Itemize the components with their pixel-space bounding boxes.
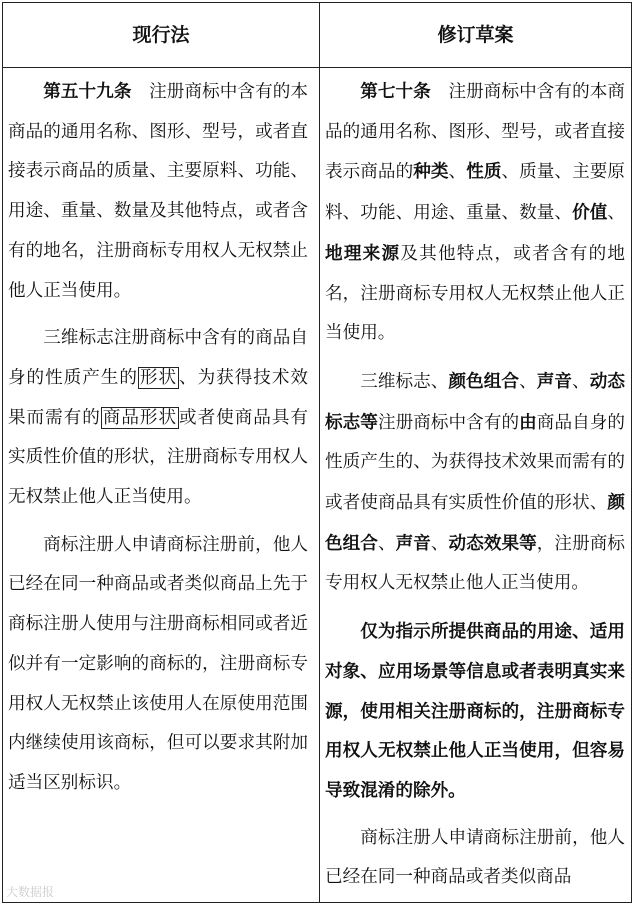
r-p1-bold2: 性质 bbox=[466, 161, 502, 183]
revised-draft-column bbox=[325, 72, 625, 898]
article-59-paragraph-3: 商标注册人申请商标注册前，他人已经在同一种商品或者类似商品上先于商标注册人使用与注册商标相同或者近似并有一定影响的商标的，注册商标专用权人无权禁止该使用人在原使用范围内继续使用该商标，但可以要求其附加适当区别标识。 bbox=[8, 534, 308, 793]
r-p2-a: 三维标志、 bbox=[360, 371, 449, 392]
article-70-paragraph-2 bbox=[325, 362, 625, 604]
r-p1-b: 、 bbox=[448, 162, 467, 183]
r-p2-g: 、 bbox=[430, 533, 449, 554]
r-p2-bold7: 动态效果等 bbox=[448, 532, 537, 554]
r-p2-c: 、 bbox=[572, 371, 590, 392]
current-law-column bbox=[8, 72, 308, 804]
article-70-paragraph-4: 商标注册人申请商标注册前，他人已经在同一种商品或者类似商品 bbox=[325, 827, 625, 888]
header-current-law: 现行法 bbox=[132, 24, 190, 46]
article-70-title: 第七十条 bbox=[360, 81, 431, 102]
article-70-paragraph-3: 仅为指示所提供商品的用途、适用对象、应用场景等信息或者表明真实来源，使用相关注册商标的，注册商标专用权人无权禁止他人正当使用，但容易导致混淆的除外。 bbox=[325, 621, 625, 801]
column-divider bbox=[319, 3, 320, 902]
r-p2-bold3: 动态标志等 bbox=[325, 370, 625, 433]
r-p1-bold4: 地理来源 bbox=[325, 242, 401, 264]
article-59-title: 第五十九条 bbox=[43, 81, 132, 102]
r-p2-d: 注册商标中含有的 bbox=[377, 412, 520, 433]
header-revised-draft: 修订草案 bbox=[437, 24, 514, 46]
p2-text-a: 三维标志注册商标中含有的商品自身的性质产生的 bbox=[8, 328, 308, 388]
r-p1-bold3: 价值 bbox=[572, 202, 608, 224]
r-p2-bold1: 颜色组合 bbox=[448, 370, 520, 392]
boxed-term-product-shape: 商品形状 bbox=[102, 407, 178, 428]
r-p2-h: ，注册商标专用权人无权禁止他人正当使用。 bbox=[325, 533, 625, 594]
r-p1-a: 注册商标中含有的本商品的通用名称、图形、型号，或者直接表示商品的 bbox=[325, 82, 625, 183]
article-59-paragraph-1 bbox=[8, 72, 308, 311]
r-p2-bold6: 声音 bbox=[395, 532, 431, 554]
r-p1-c: 、质量、主要原料、功能、用途、重量、数量、 bbox=[325, 162, 625, 224]
boxed-term-shape: 形状 bbox=[139, 367, 178, 388]
r-p2-e: 商品自身的性质产生的、为获得技术效果而需有的或者使商品具有实质性价值的形状、 bbox=[325, 412, 625, 514]
r-p1-d: 、 bbox=[607, 203, 625, 224]
watermark-logo: 大数据报 bbox=[6, 885, 55, 899]
r-p2-bold4: 由 bbox=[519, 411, 537, 433]
article-59-text: 注册商标中含有的本商品的通用名称、图形、型号，或者直接表示商品的质量、主要原料、功能、用途、重量、数量及其他特点，或者含有的地名，注册商标专用权人无权禁止他人正当使用。 bbox=[8, 82, 308, 301]
article-59-paragraph-2 bbox=[8, 319, 308, 518]
r-p1-bold1: 种类 bbox=[413, 161, 449, 183]
r-p2-f: 、 bbox=[377, 533, 396, 554]
r-p1-e: 及其他特点，或者含有的地名，注册商标专用权人无权禁止他人正当使用。 bbox=[325, 243, 625, 344]
r-p2-bold5: 颜色组合 bbox=[325, 492, 625, 554]
r-p2-bold2: 声音 bbox=[536, 370, 573, 392]
p2-text-c: 或者使商品具有实质性价值的形状，注册商标专用权人无权禁止他人正当使用。 bbox=[8, 407, 308, 508]
r-p2-b: 、 bbox=[519, 371, 537, 392]
article-70-paragraph-1 bbox=[325, 72, 625, 354]
p2-text-b: 、为获得技术效果而需有的 bbox=[8, 367, 308, 428]
header-divider bbox=[3, 67, 631, 68]
